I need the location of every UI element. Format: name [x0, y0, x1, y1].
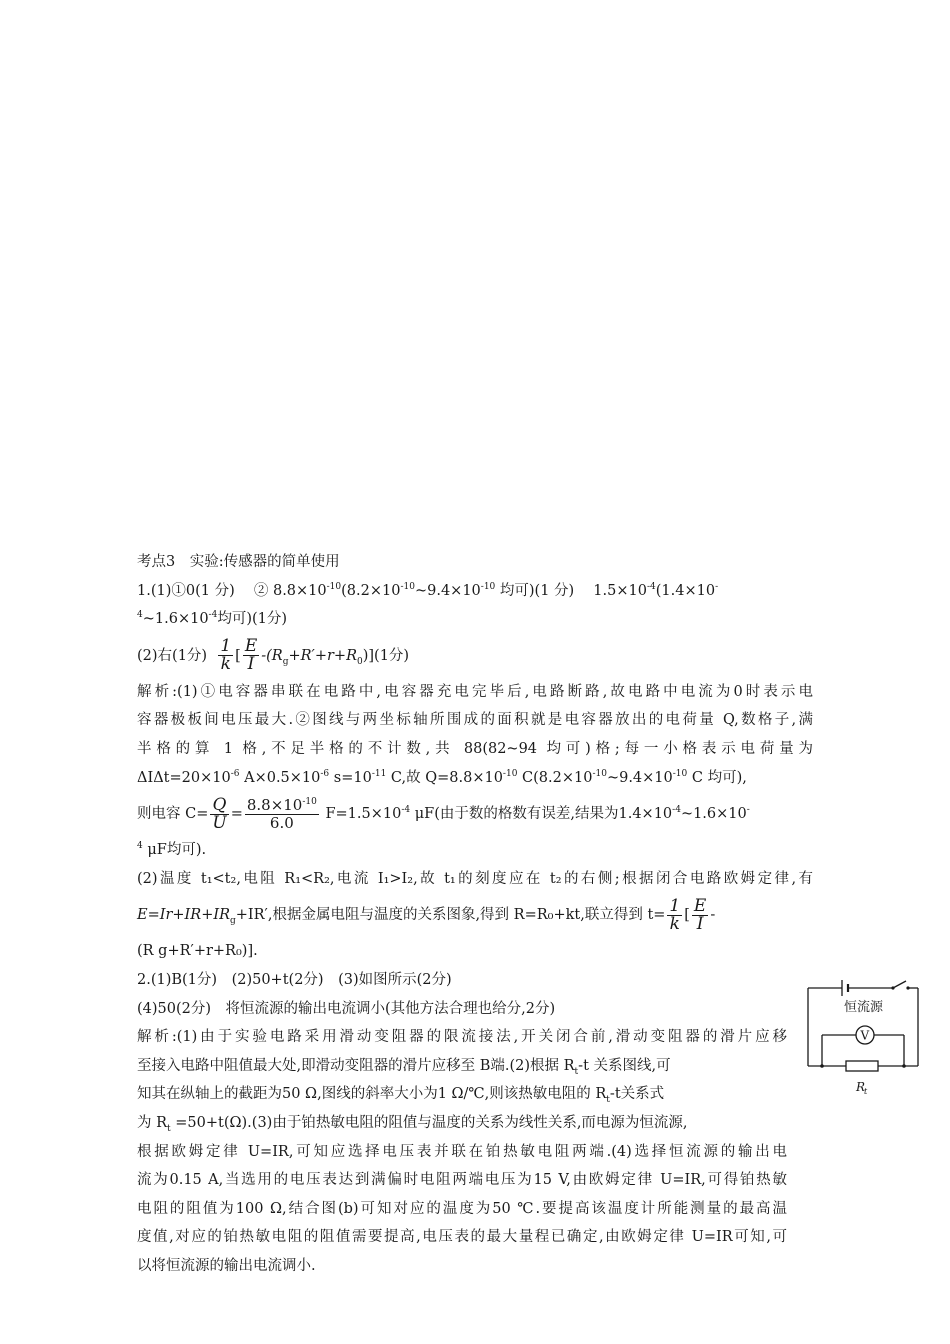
a2-line-9: 以将恒流源的输出电流调小.: [137, 1257, 316, 1274]
junction-right: [902, 1064, 906, 1068]
a1-line-9: (R g+R′+r+R₀)].: [137, 943, 258, 960]
q1-line-2: $^4\sim 1.6\times 10^{-4}$均可)(1分): [137, 610, 288, 628]
fraction-1-over-k-b: $\frac{1}{k}$: [669, 895, 681, 934]
a2-line-8: 度值,对应的铂热敏电阻的阻值需要提高,电压表的最大量程已确定,由欧姆定律 U=IR可知,可: [137, 1229, 787, 1246]
a1-line-4: $\Delta I\Delta t=20\times 10^{-6}$ $A\times 0.5\times 10^{-6}$ $s=10^{-11}$ C,故 $Q=8.8\times 10^{-10}$ $C(8.2\times 10^{-10}\sim 9.4\times 10^{-10}$ C 均可),: [137, 768, 747, 786]
a2-line-6: 流为0.15 A,当选用的电压表达到满偏时电阻两端电压为15 V,由欧姆定律 U=IR,可得铂热敏: [137, 1172, 787, 1189]
a1-line-8: $E=Ir+IR+IR_g+IR'$,根据金属电阻与温度的关系图象,得到 R=R₀+kt,联立得到 t= $\frac{1}{k}$ [ $\frac{E}{I}$ -: [137, 895, 716, 934]
a2-line-3: 知其在纵轴上的截距为50 Ω,图线的斜率大小为1 Ω/℃,则该热敏电阻的 $R_t-t$关系式: [137, 1086, 665, 1106]
a2-line-5: 根据欧姆定律 U=IR,可知应选择电压表并联在铂热敏电阻两端.(4)选择恒流源的输出电: [137, 1143, 787, 1160]
a1-line-7: (2)温度 t₁<t₂,电阻 R₁<R₂,电流 I₁>I₂,故 t₁的刻度应在 t₂的右侧;根据闭合电路欧姆定律,有: [137, 870, 813, 887]
a1-line-2: 容器极板间电压最大.②图线与两坐标轴所围成的面积就是电容器放出的电荷量 Q,数格子,满: [137, 712, 813, 729]
q1-line-3: (2)右(1分) $\frac{1}{k}$ [ $\frac{E}{I}$ $-(R_g+R'+r+R_0)](1$分): [137, 636, 410, 675]
voltmeter-label: V: [860, 1028, 870, 1043]
a2-line-7: 电阻的阻值为100 Ω,结合图(b)可知对应的温度为50 ℃.要提高该温度计所能测量的最高温: [137, 1200, 787, 1217]
a1-line-1: 解析:(1)①电容器串联在电路中,电容器充电完毕后,电路断路,故电路中电流为0时表示电: [137, 683, 813, 700]
a2-line-1: 解析:(1)由于实验电路采用滑动变阻器的限流接法,开关闭合前,滑动变阻器的滑片应移: [137, 1029, 787, 1046]
a2-line-2: 至接入电路中阻值最大处,即滑动变阻器的滑片应移至 B端.(2)根据 $R_t-t$ 关系图线,可: [137, 1057, 671, 1077]
section-title: 考点3 实验:传感器的简单使用: [137, 554, 340, 570]
answer-content: [137, 548, 813, 1280]
a1-line-3: 半格的算 1 格,不足半格的不计数,共 88(82~94 均可)格;每一小格表示电荷量为: [137, 740, 813, 757]
resistor-icon: [846, 1061, 878, 1071]
junction-left: [820, 1064, 824, 1068]
q2-line-2: (4)50(2分) 将恒流源的输出电流调小(其他方法合理也给分,2分): [137, 1000, 556, 1017]
source-label: 恒流源: [844, 1000, 884, 1015]
fraction-capacitance: $\frac{8.8\times 10^{-10}}{6.0}$: [246, 795, 317, 832]
fraction-1-over-k: $\frac{1}{k}$: [220, 636, 232, 675]
resistor-subscript: t: [864, 1087, 868, 1096]
fraction-e-over-i-b: $\frac{E}{I}$: [693, 895, 707, 934]
q1-line-1: 1.(1)①0(1 分) ② $8.8\times 10^{-10}(8.2\times 10^{-10}\sim 9.4\times 10^{-10}$ 均可)(1 分) $1.5\times 10^{-4}(1.4\times 10^-$: [137, 581, 719, 599]
q2-line-1: 2.(1)B(1分) (2)50+t(2分) (3)如图所示(2分): [137, 971, 452, 988]
circuit-svg: [800, 978, 925, 1113]
circuit-diagram: [800, 978, 920, 1113]
switch-blade: [893, 981, 906, 988]
a1-line-5: 则电容 C= $\frac{Q}{U}$ = $\frac{8.8\times 10^{-10}}{6.0}$ $F=1.5\times 10^{-4}$ μF(由于数的格数有误差,结果为$1.4\times 10^{-4}\sim 1.6\times 10^-$: [137, 794, 750, 833]
fraction-q-over-u: $\frac{Q}{U}$: [212, 794, 227, 833]
a1-line-6: $^4$ μF均可).: [137, 841, 207, 859]
resistor-label: R: [856, 1080, 866, 1094]
a2-block: [137, 1023, 787, 1280]
a2-line-4: 为 $R_t =50+t(\Omega).(3)$由于铂热敏电阻的阻值与温度的关系为线性关系,而电源为恒流源,: [137, 1114, 688, 1134]
fraction-e-over-i: $\frac{E}{I}$: [244, 636, 258, 675]
